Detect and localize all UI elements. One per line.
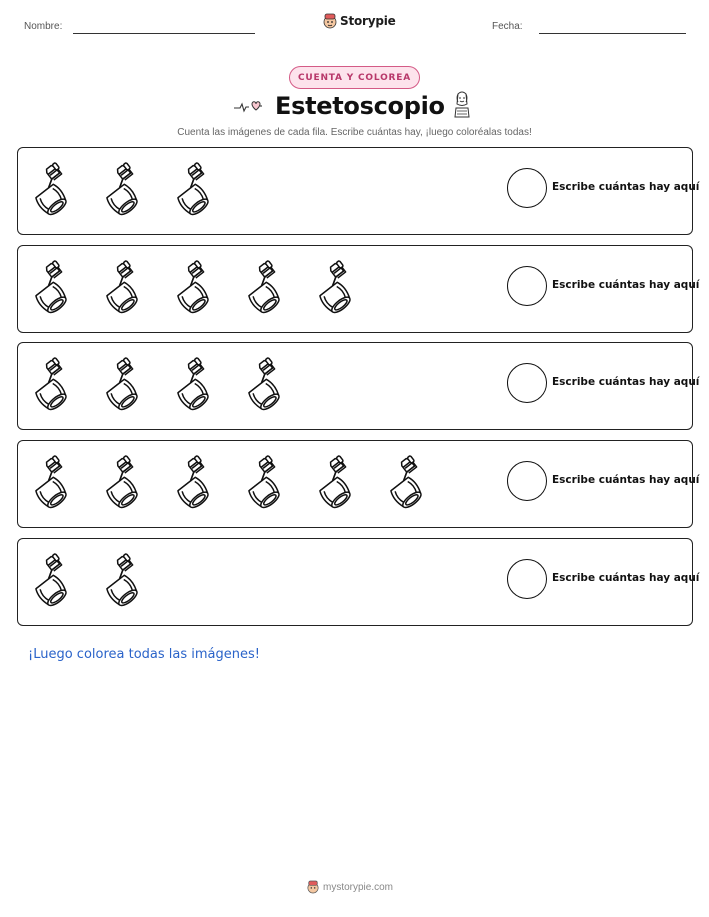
bust-statue-icon	[452, 90, 472, 120]
answer-circle[interactable]	[507, 559, 547, 599]
answer-circle[interactable]	[507, 266, 547, 306]
date-label: Fecha:	[492, 21, 523, 32]
activity-badge-label: CUENTA Y COLOREA	[298, 72, 411, 83]
stethoscope-chestpiece-icon	[99, 549, 170, 609]
footer-note: ¡Luego colorea todas las imágenes!	[28, 647, 260, 662]
stethoscope-chestpiece-icon	[170, 158, 241, 218]
count-row	[17, 342, 700, 430]
answer-label: Escribe cuántas hay aquí	[552, 376, 700, 389]
stethoscope-chestpiece-icon	[28, 549, 99, 609]
footer-site	[307, 880, 393, 894]
stethoscope-chestpiece-icon	[99, 353, 170, 413]
stethoscope-chestpiece-icon	[99, 256, 170, 316]
stethoscope-chestpiece-icon	[28, 353, 99, 413]
stethoscope-chestpiece-icon	[312, 451, 383, 511]
footer-site-url: mystorypie.com	[323, 881, 394, 893]
count-row	[17, 538, 700, 626]
stethoscope-chestpiece-icon	[170, 451, 241, 511]
count-row	[17, 147, 700, 235]
row-images	[28, 256, 383, 316]
row-images	[28, 451, 454, 511]
stethoscope-chestpiece-icon	[241, 353, 312, 413]
stethoscope-chestpiece-icon	[383, 451, 454, 511]
answer-circle[interactable]	[507, 461, 547, 501]
row-images	[28, 158, 241, 218]
stethoscope-chestpiece-icon	[28, 158, 99, 218]
row-images	[28, 549, 170, 609]
storypie-mascot-icon	[323, 13, 337, 29]
activity-badge	[289, 66, 420, 89]
stethoscope-chestpiece-icon	[170, 353, 241, 413]
instructions: Cuenta las imágenes de cada fila. Escribe cuántas hay, ¡luego coloréalas todas!	[177, 127, 532, 138]
count-row	[17, 440, 700, 528]
counting-rows	[17, 147, 700, 635]
storypie-mascot-icon	[307, 880, 319, 894]
stethoscope-chestpiece-icon	[170, 256, 241, 316]
count-row	[17, 245, 700, 333]
stethoscope-chestpiece-icon	[99, 158, 170, 218]
answer-label: Escribe cuántas hay aquí	[552, 278, 700, 291]
stethoscope-chestpiece-icon	[28, 256, 99, 316]
title-row	[0, 90, 709, 126]
page-title: Estetoscopio	[275, 92, 445, 120]
worksheet-header	[0, 0, 709, 50]
stethoscope-chestpiece-icon	[28, 451, 99, 511]
answer-label: Escribe cuántas hay aquí	[552, 181, 700, 193]
answer-label: Escribe cuántas hay aquí	[552, 474, 700, 487]
stethoscope-chestpiece-icon	[241, 256, 312, 316]
date-line[interactable]	[539, 33, 686, 34]
answer-circle[interactable]	[507, 168, 547, 208]
name-line[interactable]	[73, 33, 255, 34]
stethoscope-chestpiece-icon	[241, 451, 312, 511]
stethoscope-chestpiece-icon	[312, 256, 383, 316]
brand-logo	[323, 13, 396, 29]
heartbeat-heart-icon	[233, 98, 263, 116]
brand-name: Storypie	[340, 14, 396, 28]
name-label: Nombre:	[24, 21, 63, 32]
row-images	[28, 353, 312, 413]
answer-circle[interactable]	[507, 363, 547, 403]
answer-label: Escribe cuántas hay aquí	[552, 571, 700, 584]
stethoscope-chestpiece-icon	[99, 451, 170, 511]
